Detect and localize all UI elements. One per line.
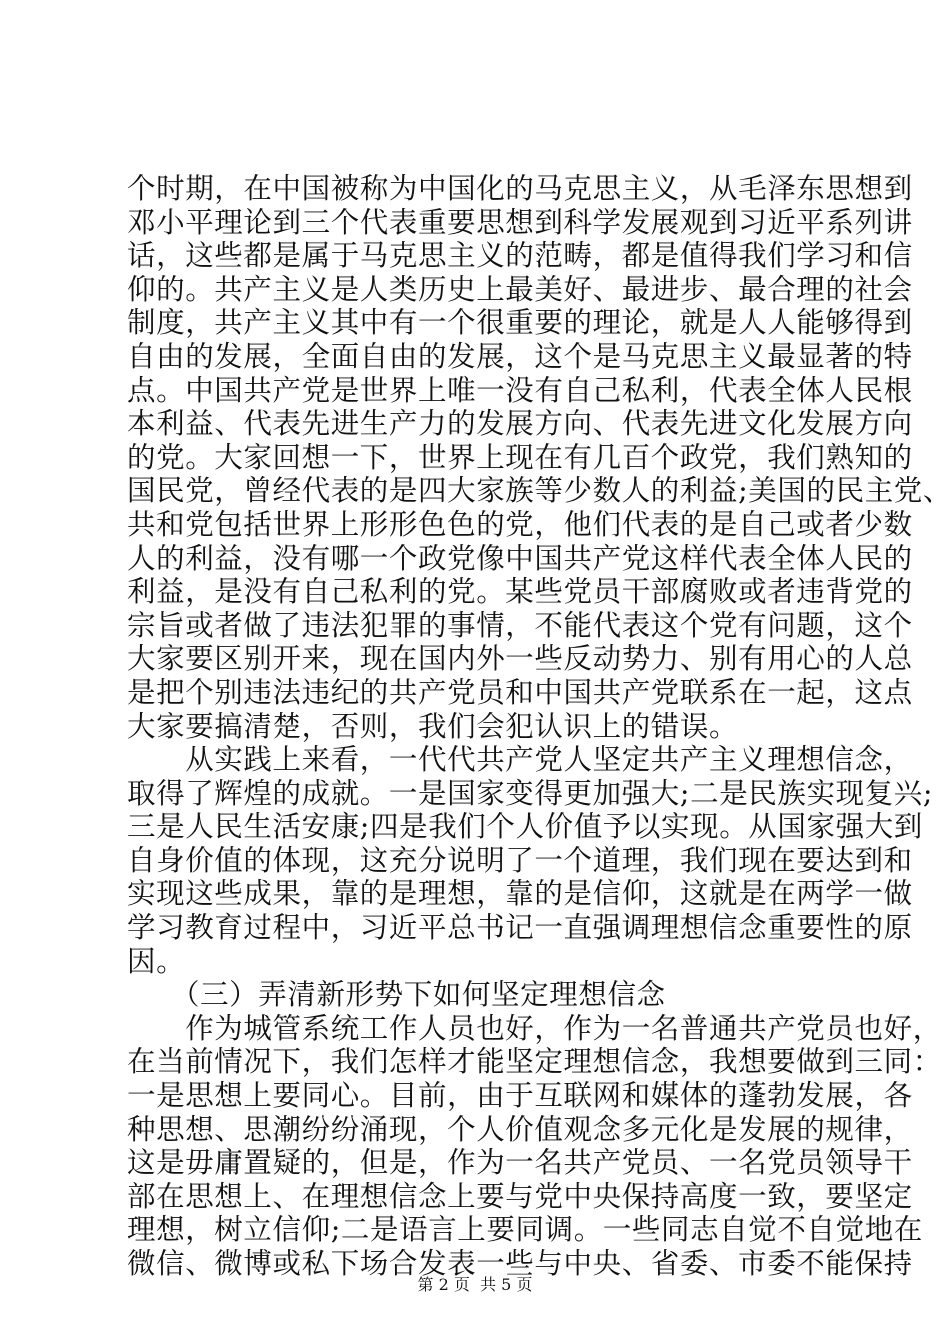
body-text: [127, 172, 952, 1281]
text-line: 邓小平理论到三个代表重要思想到科学发展观到习近平系列讲: [127, 205, 913, 239]
text-line: 大家要搞清楚，否则，我们会犯认识上的错误。: [127, 709, 739, 743]
text-line: 利益，是没有自己私利的党。某些党员干部腐败或者违背党的: [127, 575, 913, 609]
text-line: 是把个别违法违纪的共产党员和中国共产党联系在一起，这点: [127, 675, 913, 709]
text-line: 三是人民生活安康;四是我们个人价值予以实现。从国家强大到: [127, 810, 923, 844]
text-line: 学习教育过程中，习近平总书记一直强调理想信念重要性的原: [127, 911, 913, 945]
text-line: 一是思想上要同心。目前，由于互联网和媒体的蓬勃发展，各: [127, 1079, 913, 1113]
text-line: 种思想、思潮纷纷涌现，个人价值观念多元化是发展的规律，: [127, 1112, 913, 1146]
text-line: 从实践上来看，一代代共产党人坚定共产主义理想信念，: [127, 743, 913, 777]
text-line: 在当前情况下，我们怎样才能坚定理想信念，我想要做到三同：: [127, 1045, 942, 1079]
text-line: 作为城管系统工作人员也好，作为一名普通共产党员也好，: [127, 1011, 942, 1045]
text-line: 宗旨或者做了违法犯罪的事情，不能代表这个党有问题，这个: [127, 608, 913, 642]
text-line: 本利益、代表先进生产力的发展方向、代表先进文化发展方向: [127, 407, 913, 441]
text-line: 话，这些都是属于马克思主义的范畴，都是值得我们学习和信: [127, 239, 913, 273]
text-line: 微信、微博或私下场合发表一些与中央、省委、市委不能保持: [127, 1247, 913, 1280]
text-line: 国民党，曾经代表的是四大家族等少数人的利益;美国的民主党、: [127, 474, 952, 508]
text-line: 点。中国共产党是世界上唯一没有自己私利，代表全体人民根: [127, 373, 913, 407]
text-line: 制度，共产主义其中有一个很重要的理论，就是人人能够得到: [127, 306, 913, 340]
text-line: 取得了辉煌的成就。一是国家变得更加强大;二是民族实现复兴;: [127, 776, 934, 810]
section-heading: （三）弄清新形势下如何坚定理想信念: [127, 978, 666, 1012]
text-line: 实现这些成果，靠的是理想，靠的是信仰，这就是在两学一做: [127, 877, 913, 911]
text-line: 部在思想上、在理想信念上要与党中央保持高度一致，要坚定: [127, 1179, 913, 1213]
text-line: 人的利益，没有哪一个政党像中国共产党这样代表全体人民的: [127, 541, 913, 575]
text-line: 大家要区别开来，现在国内外一些反动势力、别有用心的人总: [127, 642, 913, 676]
text-line: 个时期，在中国被称为中国化的马克思主义，从毛泽东思想到: [127, 172, 913, 205]
text-line: 仰的。共产主义是人类历史上最美好、最进步、最合理的社会: [127, 272, 913, 306]
text-line: 共和党包括世界上形形色色的党，他们代表的是自己或者少数: [127, 507, 913, 541]
text-line: 因。: [127, 944, 186, 978]
text-line: 理想，树立信仰;二是语言上要同调。一些同志自觉不自觉地在: [127, 1213, 923, 1247]
page-number-footer: 第 2 页 共 5 页: [417, 1275, 533, 1294]
text-line: 的党。大家回想一下，世界上现在有几百个政党，我们熟知的: [127, 440, 913, 474]
text-line: 自身价值的体现，这充分说明了一个道理，我们现在要达到和: [127, 843, 913, 877]
text-line: 这是毋庸置疑的，但是，作为一名共产党员、一名党员领导干: [127, 1146, 913, 1180]
text-line: 自由的发展，全面自由的发展，这个是马克思主义最显著的特: [127, 339, 913, 373]
